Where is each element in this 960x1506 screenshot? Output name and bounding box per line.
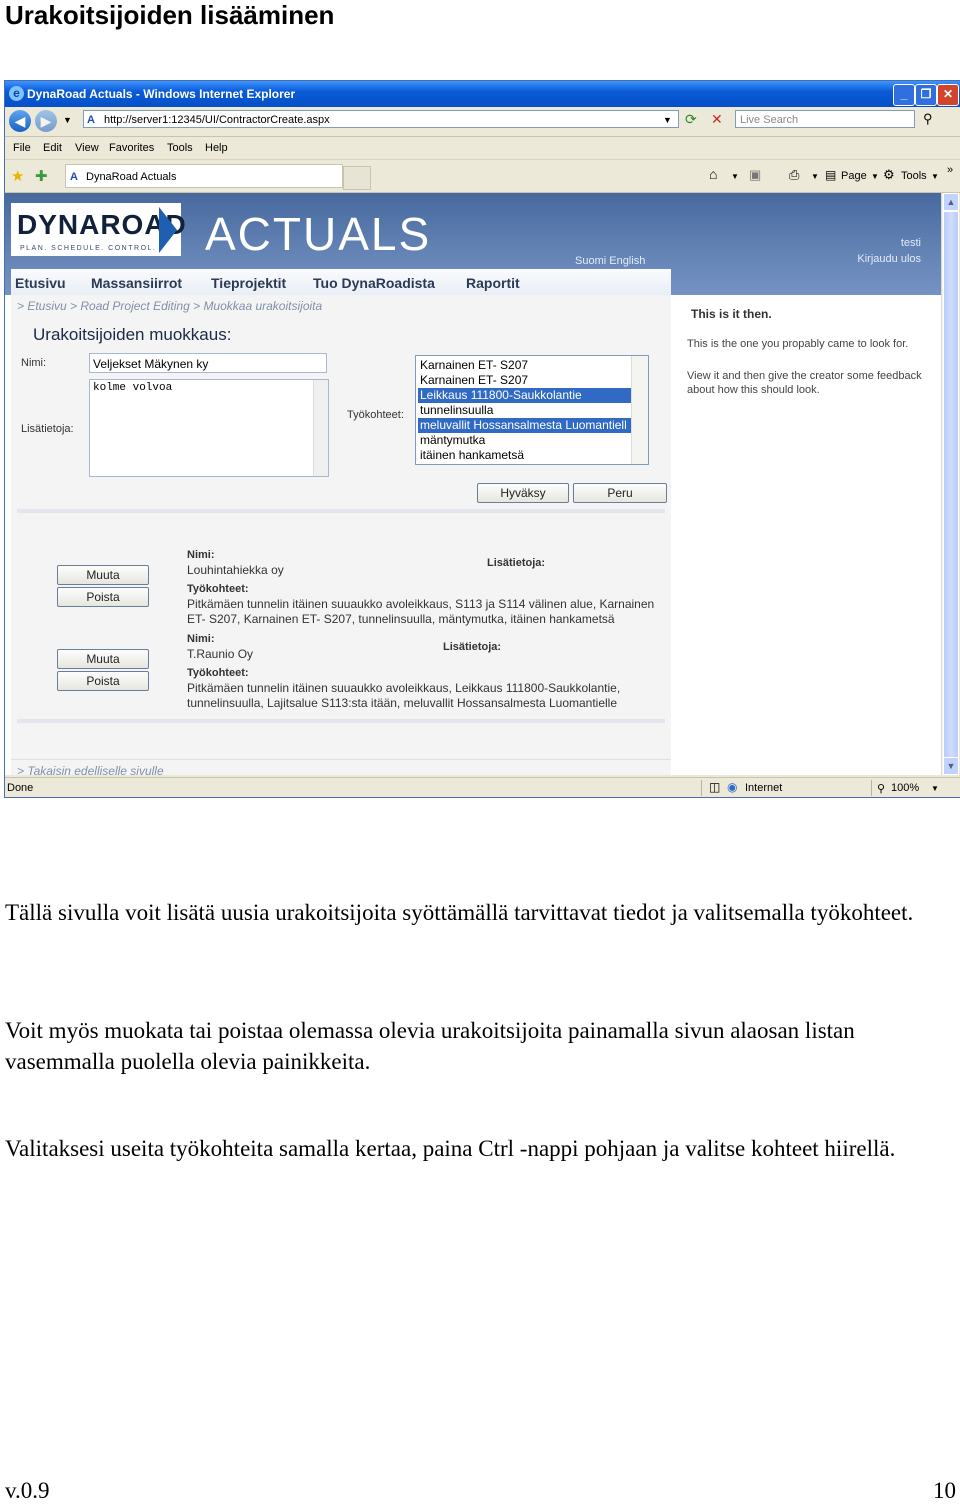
- favorites-star-icon[interactable]: ★: [11, 168, 25, 185]
- record-jobs-label: Työkohteet:: [187, 583, 249, 595]
- nav-tuo-dynaroadista[interactable]: Tuo DynaRoadista: [313, 275, 435, 291]
- name-label: Nimi:: [21, 357, 47, 369]
- status-divider: [701, 780, 702, 796]
- page-number: 10: [933, 1478, 956, 1503]
- ie-icon: e: [9, 86, 24, 101]
- zoom-level[interactable]: 100%: [891, 782, 920, 794]
- tab-label: DynaRoad Actuals: [86, 171, 177, 183]
- record-info-label: Lisätietoja:: [443, 641, 502, 653]
- page-viewport: [5, 193, 941, 775]
- feeds-icon[interactable]: ▣: [749, 167, 762, 182]
- zoom-icon: ⚲: [877, 783, 886, 795]
- minimize-button[interactable]: _: [893, 84, 915, 106]
- close-button[interactable]: ✕: [937, 84, 959, 106]
- delete-button[interactable]: Poista: [57, 587, 149, 607]
- record-name-label: Nimi:: [187, 633, 215, 645]
- status-bar: [5, 777, 960, 798]
- search-input[interactable]: Live Search: [735, 110, 915, 128]
- menu-help[interactable]: Help: [205, 142, 228, 154]
- record-name: Louhintahiekka oy: [187, 563, 284, 577]
- section-title: Urakoitsijoiden muokkaus:: [33, 325, 232, 344]
- paragraph: Voit myös muokata tai poistaa olemassa olevia urakoitsijoita painamalla sivun alaosan listan vasemmalla puolella olevia painikkeita.: [5, 1018, 855, 1074]
- page-icon: A: [87, 114, 95, 126]
- menu-edit[interactable]: Edit: [43, 142, 62, 154]
- forward-icon[interactable]: ▶: [35, 110, 57, 132]
- add-favorite-icon[interactable]: ✚: [35, 168, 48, 185]
- edit-button[interactable]: Muuta: [57, 649, 149, 669]
- info-label: Lisätietoja:: [21, 423, 74, 435]
- sidebar: [677, 295, 941, 759]
- status-text: Done: [7, 782, 34, 794]
- jobs-option[interactable]: Karnainen ET- S207: [420, 373, 529, 387]
- tab-page-icon: A: [70, 171, 78, 183]
- nav-tieprojektit[interactable]: Tieprojektit: [211, 275, 287, 291]
- tab-row: [5, 159, 960, 193]
- page-menu-icon: ▤: [825, 168, 837, 182]
- nav-raportit[interactable]: Raportit: [466, 275, 520, 291]
- page-scrollbar[interactable]: [941, 193, 959, 775]
- browser-window: [4, 80, 960, 798]
- edit-button[interactable]: Muuta: [57, 565, 149, 585]
- main-panel: [11, 295, 671, 759]
- record-jobs: ET- S207, Karnainen ET- S207, tunnelinsuulla, mäntymutka, itäinen hankametsä: [187, 612, 615, 626]
- document-title: Urakoitsijoiden lisääminen: [5, 0, 335, 30]
- record-jobs: Pitkämäen tunnelin itäinen suuaukko avoleikkaus, Leikkaus 111800-Saukkolantie,: [187, 681, 621, 695]
- jobs-label: Työkohteet:: [347, 409, 404, 421]
- version-label: v.0.9: [5, 1478, 50, 1503]
- record-info-label: Lisätietoja:: [487, 557, 546, 569]
- menu-favorites[interactable]: Favorites: [109, 142, 155, 154]
- menu-file[interactable]: File: [13, 142, 31, 154]
- record-jobs: tunnelinsuulla, Lajitsalue S113:sta itään, meluvallit Hossansalmesta Luomantielle: [187, 696, 618, 710]
- jobs-option[interactable]: Karnainen ET- S207: [420, 358, 529, 372]
- back-icon[interactable]: ◀: [9, 110, 31, 132]
- menu-view[interactable]: View: [75, 142, 99, 154]
- sidebar-text: This is the one you propably came to look for.: [687, 338, 909, 350]
- username: testi: [900, 237, 921, 249]
- record-name-label: Nimi:: [187, 549, 215, 561]
- window-title: DynaRoad Actuals - Windows Internet Explorer: [27, 87, 296, 101]
- home-dropdown-icon[interactable]: ▼: [731, 172, 739, 181]
- address-text: http://server1:12345/UI/ContractorCreate.aspx: [104, 114, 330, 126]
- product-title: ACTUALS: [205, 208, 432, 260]
- info-textarea[interactable]: [89, 379, 329, 477]
- paragraph: Tällä sivulla voit lisätä uusia urakoitsijoita syöttämällä tarvittavat tiedot ja valitsemalla työkohteet.: [5, 900, 914, 925]
- cancel-button[interactable]: Peru: [573, 483, 667, 503]
- jobs-option[interactable]: tunnelinsuulla: [420, 403, 494, 417]
- print-dropdown-icon[interactable]: ▼: [811, 172, 819, 181]
- home-icon[interactable]: ⌂: [709, 166, 718, 182]
- page-menu[interactable]: Page: [841, 170, 867, 182]
- protected-mode-icon: ◫: [709, 780, 721, 794]
- logo-text: DYNAROAD: [17, 209, 187, 240]
- refresh-icon[interactable]: ⟳: [685, 111, 697, 127]
- breadcrumb[interactable]: > Etusivu > Road Project Editing > Muokkaa urakoitsijoita: [17, 299, 323, 313]
- tools-dropdown-icon[interactable]: ▼: [931, 172, 939, 181]
- page-dropdown-icon[interactable]: ▼: [871, 172, 879, 181]
- maximize-button[interactable]: ❐: [915, 84, 937, 106]
- textarea-scrollbar[interactable]: [313, 380, 328, 476]
- accept-button[interactable]: Hyväksy: [477, 483, 569, 503]
- print-icon[interactable]: ⎙: [789, 167, 800, 182]
- menu-bar: [5, 137, 960, 159]
- scroll-down-icon[interactable]: ▼: [943, 757, 959, 775]
- logo-arrow-icon: [159, 207, 177, 253]
- status-divider: [871, 780, 872, 796]
- menu-tools[interactable]: Tools: [167, 142, 193, 154]
- listbox-scrollbar[interactable]: [631, 356, 648, 464]
- scroll-thumb[interactable]: [943, 211, 959, 761]
- address-input[interactable]: [83, 110, 679, 128]
- security-zone: Internet: [745, 782, 783, 794]
- new-tab-button[interactable]: [343, 166, 371, 190]
- tools-menu[interactable]: Tools: [901, 170, 927, 182]
- paragraph: Valitaksesi useita työkohteita samalla kertaa, paina Ctrl -nappi pohjaan ja valitse kohteet hiirellä.: [5, 1136, 896, 1161]
- jobs-option-selected[interactable]: meluvallit Hossansalmesta Luomantiell: [418, 418, 634, 433]
- window-titlebar: [5, 81, 960, 107]
- zoom-dropdown-icon[interactable]: ▼: [931, 784, 939, 793]
- jobs-option-selected[interactable]: Leikkaus 111800-Saukkolantie: [418, 388, 634, 403]
- chevron-more-icon[interactable]: »: [947, 164, 954, 176]
- tools-gear-icon: ⚙: [883, 167, 895, 182]
- sidebar-title: This is it then.: [691, 307, 772, 321]
- history-dropdown-icon[interactable]: ▼: [63, 115, 72, 125]
- internet-globe-icon: ◉: [727, 780, 738, 794]
- record-name: T.Raunio Oy: [187, 647, 254, 661]
- browser-tab[interactable]: [65, 164, 343, 188]
- back-row: [11, 759, 671, 775]
- record-jobs-label: Työkohteet:: [187, 667, 249, 679]
- jobs-option[interactable]: mäntymutka: [420, 433, 486, 447]
- language-links[interactable]: Suomi English: [575, 255, 646, 267]
- nav-etusivu[interactable]: Etusivu: [15, 275, 66, 291]
- divider: [17, 509, 665, 513]
- divider: [17, 719, 665, 723]
- sidebar-text: View it and then give the creator some feedback about how this should look.: [687, 370, 922, 396]
- info-text: kolme volvoa: [93, 382, 173, 394]
- dynaroad-logo: [11, 203, 187, 256]
- main-nav: [11, 269, 671, 296]
- app-header: [5, 193, 941, 295]
- nav-massansiirrot[interactable]: Massansiirrot: [91, 275, 183, 291]
- delete-button[interactable]: Poista: [57, 671, 149, 691]
- logout-link[interactable]: Kirjaudu ulos: [857, 253, 921, 265]
- scroll-up-icon[interactable]: ▲: [943, 193, 959, 211]
- address-dropdown-icon[interactable]: ▼: [663, 115, 672, 125]
- record-jobs: Pitkämäen tunnelin itäinen suuaukko avoleikkaus, S113 ja S114 välinen alue, Karnainen: [187, 597, 655, 611]
- search-icon[interactable]: ⚲: [923, 111, 933, 126]
- stop-icon[interactable]: ✕: [711, 111, 723, 127]
- address-bar-row: [5, 107, 960, 137]
- jobs-listbox[interactable]: [415, 355, 649, 465]
- name-input[interactable]: Veljekset Mäkynen ky: [89, 353, 327, 373]
- jobs-option[interactable]: itäinen hankametsä: [420, 448, 525, 462]
- back-link[interactable]: > Takaisin edelliselle sivulle: [17, 764, 164, 775]
- logo-tagline: PLAN. SCHEDULE. CONTROL.: [20, 245, 157, 252]
